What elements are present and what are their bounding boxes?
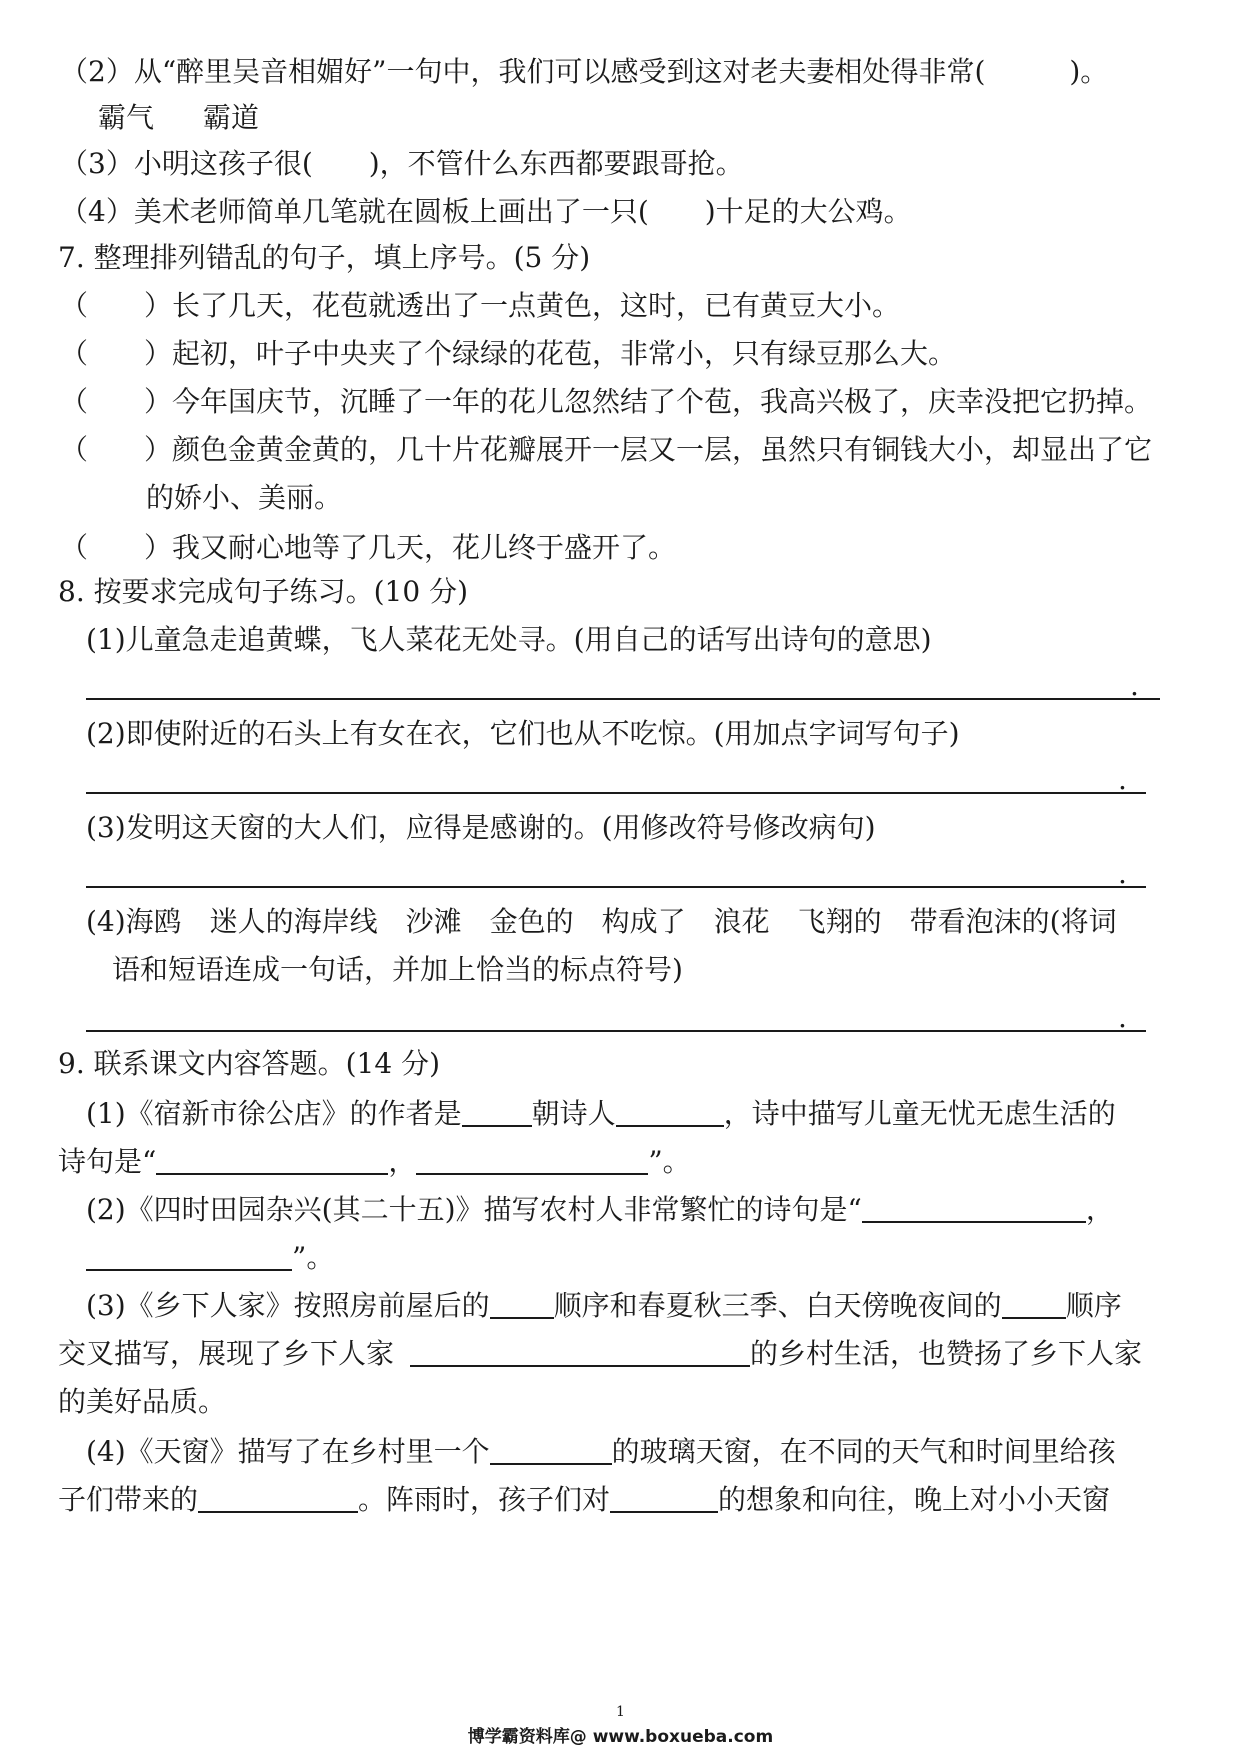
answer-line[interactable] <box>86 792 1146 794</box>
q6-word-option-2: 霸道 <box>203 101 260 134</box>
q9-part-1: (1)《宿新市徐公店》的作者是 朝诗人 ，诗中描写儿童无忧无虑生活的 <box>86 1097 1116 1130</box>
blank-order-1[interactable] <box>490 1287 554 1319</box>
q9-part-1-cont: 诗句是“ ， ”。 <box>58 1145 691 1178</box>
blank-poem-line-1[interactable] <box>156 1143 388 1175</box>
answer-period: . <box>1118 763 1127 796</box>
blank-window-desc[interactable] <box>490 1433 612 1465</box>
blank-imagination[interactable] <box>610 1481 718 1513</box>
blank-poet[interactable] <box>616 1095 724 1127</box>
q7-title: 7. 整理排列错乱的句子，填上序号。(5 分) <box>58 241 591 274</box>
page-number: 1 <box>616 1704 625 1720</box>
answer-line[interactable] <box>86 698 1160 700</box>
q8-sentence-2: (2)即使附近的石头上有女在衣，它们也从不吃惊。(用加点字词写句子) <box>86 717 960 750</box>
answer-line[interactable] <box>86 1030 1146 1032</box>
q7-line-1: （ ）长了几天，花苞就透出了一点黄色，这时，已有黄豆大小。 <box>60 289 901 322</box>
q9-part-2: (2)《四时田园杂兴(其二十五)》描写农村人非常繁忙的诗句是“ ， <box>86 1193 1114 1226</box>
q9-part-3-cont: 交叉描写，展现了乡下人家 的乡村生活，也赞扬了乡下人家 <box>58 1337 1143 1370</box>
answer-period: . <box>1118 1001 1127 1034</box>
q7-line-3: （ ）今年国庆节，沉睡了一年的花儿忽然结了个苞，我高兴极了，庆幸没把它扔掉。 <box>60 385 1153 418</box>
blank-brought[interactable] <box>198 1481 358 1513</box>
footer-watermark: 博学霸资料库@ www.boxueba.com <box>467 1727 774 1747</box>
blank-poem-line-3[interactable] <box>862 1191 1086 1223</box>
q8-sentence-4-cont: 语和短语连成一句话，并加上恰当的标点符号) <box>112 953 683 986</box>
q9-part-4-cont: 子们带来的 。阵雨时，孩子们对 的想象和向往，晚上对小小天窗 <box>58 1483 1111 1516</box>
q8-sentence-4: (4)海鸥 迷人的海岸线 沙滩 金色的 构成了 浪花 飞翔的 带看泡沫的(将词 <box>86 905 1117 938</box>
q8-sentence-3: (3)发明这天窗的大人们，应得是感谢的。(用修改符号修改病句) <box>86 811 876 844</box>
q6-sentence-2: （2）从“醉里吴音相媚好”一句中，我们可以感受到这对老夫妻相处得非常( )。 <box>60 55 1109 88</box>
q7-line-2: （ ）起初，叶子中央夹了个绿绿的花苞，非常小，只有绿豆那么大。 <box>60 337 957 370</box>
blank-dynasty[interactable] <box>462 1095 532 1127</box>
blank-poem-line-2[interactable] <box>416 1143 648 1175</box>
q9-part-2-cont: ”。 <box>86 1238 334 1278</box>
q8-title: 8. 按要求完成句子练习。(10 分) <box>58 575 468 608</box>
q7-line-5: （ ）我又耐心地等了几天，花儿终于盛开了。 <box>60 531 677 564</box>
q7-line-4-cont: 的娇小、美丽。 <box>146 481 343 514</box>
q9-part-3: (3)《乡下人家》按照房前屋后的 顺序和春夏秋三季、白天傍晚夜间的 顺序 <box>86 1289 1122 1322</box>
q8-sentence-1: (1)儿童急走追黄蝶，飞人菜花无处寻。(用自己的话写出诗句的意思) <box>86 623 932 656</box>
answer-line[interactable] <box>86 886 1146 888</box>
q7-line-4: （ ）颜色金黄金黄的，几十片花瓣展开一层又一层，虽然只有铜钱大小，却显出了它 <box>60 433 1153 466</box>
blank-poem-line-4[interactable] <box>86 1239 292 1271</box>
q6-sentence-4: （4）美术老师简单几笔就在圆板上画出了一只( )十足的大公鸡。 <box>60 195 912 228</box>
q9-part-4: (4)《天窗》描写了在乡村里一个 的玻璃天窗，在不同的天气和时间里给孩 <box>86 1435 1116 1468</box>
blank-order-2[interactable] <box>1002 1287 1066 1319</box>
q6-sentence-3: （3）小明这孩子很( )，不管什么东西都要跟哥抢。 <box>60 147 744 180</box>
answer-period: . <box>1118 857 1127 890</box>
blank-village-life[interactable] <box>410 1335 750 1367</box>
q9-title: 9. 联系课文内容答题。(14 分) <box>58 1047 440 1080</box>
q9-part-3-end: 的美好品质。 <box>58 1385 227 1418</box>
q6-word-option-1: 霸气 <box>98 101 155 134</box>
answer-period: . <box>1130 669 1139 702</box>
